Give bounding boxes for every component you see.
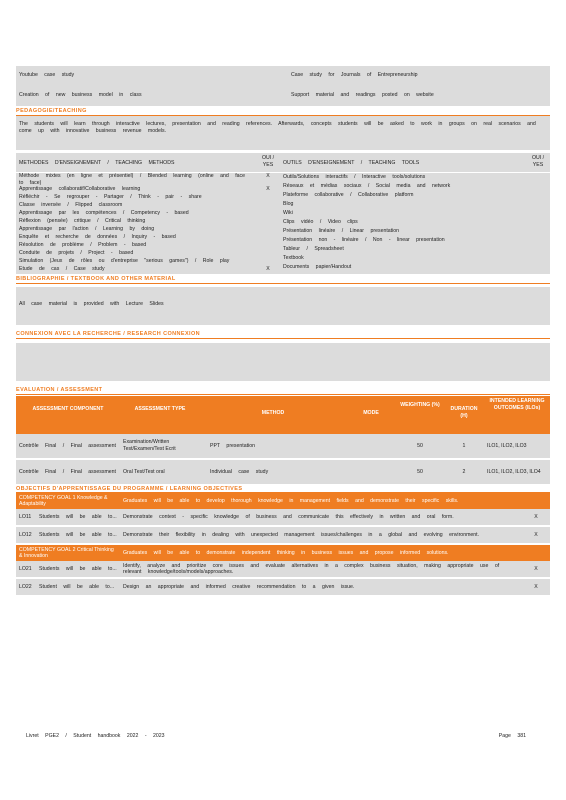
goal-text: Graduates will be able to develop thorough knowledge in management fields and demonstrate their specific skills. bbox=[123, 498, 459, 505]
lo-mark: X bbox=[534, 565, 538, 572]
activity-right-2: Support material and readings posted on website bbox=[291, 92, 434, 98]
lo-code: LO21 bbox=[19, 565, 32, 572]
footer-left: Livret PGE2 / Student handbook 2022 - 2023 bbox=[26, 733, 165, 739]
methods-list bbox=[16, 173, 280, 274]
learning-objective-row bbox=[16, 579, 550, 597]
pedagogy-text: The students will learn through interactive lectures, presentation and reading references. Afterwards, concepts students will be asked to work in groups on real scenarios and come up with innovative business revenue models. bbox=[16, 116, 550, 150]
lo-mark: X bbox=[534, 513, 538, 520]
method-row bbox=[16, 242, 280, 250]
eval-header-component: ASSESSMENT COMPONENT bbox=[32, 406, 104, 413]
tool-label: Réseaux et médias sociaux / Social media and network bbox=[283, 183, 451, 189]
tool-mark bbox=[526, 182, 550, 191]
lo-text: Identify, analyze and prioritize core issues and evaluate alternatives in a complex business situation, making appropriate use of relevant knowledge/tools/models/approaches. bbox=[123, 563, 500, 576]
method-label: Apprentissage par l'action / Learning by doing bbox=[19, 226, 155, 233]
tool-label: Outils/Solutions interactifs / Interactive tools/solutions bbox=[283, 174, 426, 180]
tool-mark bbox=[526, 227, 550, 236]
objectives-title: OBJECTIFS D'APPRENTISSAGE DU PROGRAMME / LEARNING OBJECTIVES bbox=[16, 486, 550, 493]
lo-mark: X bbox=[534, 531, 538, 538]
lo-text: Design an appropriate and informed creative recommendation to a given issue. bbox=[123, 584, 355, 591]
goal-label: COMPETENCY GOAL 2 Critical Thinking & Innovation bbox=[19, 547, 114, 560]
learning-objective-row bbox=[16, 561, 550, 579]
lo-label: Students will be able to... bbox=[39, 565, 117, 572]
footer-page-number: Page 381 bbox=[498, 733, 526, 739]
eval-header-ilos: INTENDED LEARNING OUTCOMES (ILOs) bbox=[489, 398, 545, 412]
eval-component: Contrôle Final / Final assessment bbox=[19, 442, 116, 449]
method-row bbox=[16, 226, 280, 234]
methods-oui-header: OUI / YES bbox=[261, 155, 275, 168]
tool-label: Blog bbox=[283, 201, 294, 207]
lo-text: Demonstrate context - specific knowledge of business and communicate this effectively in written and oral form. bbox=[123, 514, 454, 521]
method-label: Apprentissage collaboratif/Collaborative learning bbox=[19, 186, 141, 193]
competency-goal-row bbox=[16, 545, 550, 561]
lo-label: Student will be able to... bbox=[39, 583, 115, 590]
method-mark bbox=[256, 202, 280, 210]
lo-label: Students will be able to... bbox=[39, 513, 117, 520]
tool-label: Textbook bbox=[283, 255, 304, 261]
eval-header-duration: DURATION (H) bbox=[450, 406, 478, 420]
method-row bbox=[16, 266, 280, 274]
lo-code: LO11 bbox=[19, 513, 32, 520]
pedagogy-title: PEDAGOGIE/TEACHING bbox=[16, 106, 550, 116]
method-row bbox=[16, 250, 280, 258]
method-mark: X bbox=[266, 173, 270, 179]
eval-ilos: ILO1, ILO2, ILO3 bbox=[487, 442, 527, 449]
method-label: Réflexion (pensée) critique / Critical thinking bbox=[19, 218, 146, 225]
method-label: Résolution de problème / Problem - based bbox=[19, 242, 147, 249]
learning-objective-row bbox=[16, 527, 550, 545]
method-row bbox=[16, 234, 280, 242]
eval-header-type: ASSESSMENT TYPE bbox=[134, 406, 186, 413]
tool-row bbox=[280, 200, 550, 209]
method-label: Apprentissage par les compétences / Competency - based bbox=[19, 210, 189, 217]
eval-duration: 2 bbox=[462, 468, 466, 475]
method-row bbox=[16, 186, 280, 194]
tool-mark bbox=[526, 191, 550, 200]
research-title: CONNEXION AVEC LA RECHERCHE / RESEARCH CONNEXION bbox=[16, 329, 550, 339]
method-mark bbox=[256, 218, 280, 226]
tool-label: Wiki bbox=[283, 210, 293, 216]
tool-row bbox=[280, 245, 550, 254]
methods-block bbox=[16, 153, 550, 274]
tool-label: Plateforme collaborative / Collaborative platform bbox=[283, 192, 414, 198]
eval-duration: 1 bbox=[462, 442, 466, 449]
method-label: Classe inversée / Flipped classroom bbox=[19, 202, 123, 209]
method-label: Conduite de projets / Project - based bbox=[19, 250, 134, 257]
lo-code: LO12 bbox=[19, 531, 32, 538]
tool-label: Présentation non - linéaire / Non - linear presentation bbox=[283, 237, 445, 243]
eval-weight: 50 bbox=[417, 468, 423, 475]
handbook-page bbox=[16, 66, 550, 597]
tool-label: Présentation linéaire / Linear presentation bbox=[283, 228, 400, 234]
eval-mode bbox=[346, 470, 396, 474]
activities-block bbox=[16, 66, 550, 106]
method-label: Réfléchir - Se regrouper - Partager / Think - pair - share bbox=[19, 194, 202, 201]
method-mark: X bbox=[266, 186, 270, 193]
eval-mode bbox=[346, 444, 396, 448]
evaluation-row bbox=[16, 434, 550, 460]
tool-row bbox=[280, 191, 550, 200]
method-row bbox=[16, 202, 280, 210]
tool-mark bbox=[526, 254, 550, 263]
tool-row bbox=[280, 173, 550, 182]
method-row bbox=[16, 173, 280, 186]
page-footer bbox=[26, 733, 526, 739]
eval-type: Oral Test/Test oral bbox=[123, 468, 165, 475]
tool-row bbox=[280, 254, 550, 263]
method-mark bbox=[256, 242, 280, 250]
goal-label: COMPETENCY GOAL 1 Knowledge & Adaptability bbox=[19, 495, 108, 508]
objectives-block bbox=[16, 493, 550, 597]
tool-mark bbox=[526, 245, 550, 254]
evaluation-header-row bbox=[16, 396, 550, 434]
method-mark bbox=[256, 210, 280, 218]
method-row bbox=[16, 194, 280, 202]
research-text bbox=[16, 343, 550, 381]
lo-code: LO22 bbox=[19, 583, 32, 590]
eval-header-weighting: WEIGHTING (%) bbox=[400, 402, 440, 409]
bibliography-text: All case material is provided with Lecture Slides bbox=[16, 287, 550, 325]
lo-mark: X bbox=[534, 583, 538, 590]
tool-mark bbox=[526, 263, 550, 272]
tool-row bbox=[280, 182, 550, 191]
tool-label: Clips vidéo / Video clips bbox=[283, 219, 358, 225]
tool-mark bbox=[526, 218, 550, 227]
lo-text: Demonstrate their flexibility in dealing with unexpected management issues/challenges in a global and evolving environment. bbox=[123, 532, 480, 539]
lo-label: Students will be able to... bbox=[39, 531, 117, 538]
method-label: Méthode mixtes (en ligne et présentiel) / Blended learning (online and face to face) bbox=[19, 173, 246, 186]
eval-header-mode: MODE bbox=[363, 410, 379, 417]
method-mark: X bbox=[266, 266, 270, 273]
method-label: Etude de cas / Case study bbox=[19, 266, 105, 273]
tool-row bbox=[280, 218, 550, 227]
tools-oui-header: OUI / YES bbox=[531, 155, 545, 168]
tools-list bbox=[280, 173, 550, 274]
tool-mark bbox=[526, 173, 550, 182]
method-mark bbox=[256, 194, 280, 202]
method-row bbox=[16, 258, 280, 266]
method-mark bbox=[256, 234, 280, 242]
tool-label: Tableur / Spreadsheet bbox=[283, 246, 344, 252]
learning-objective-row bbox=[16, 509, 550, 527]
evaluation-rows bbox=[16, 434, 550, 486]
tool-mark bbox=[526, 236, 550, 245]
eval-header-method: METHOD bbox=[261, 410, 285, 417]
eval-ilos: ILO1, ILO2, ILO3, ILO4 bbox=[487, 468, 541, 475]
method-mark bbox=[256, 258, 280, 266]
methods-header: METHODES D'ENSEIGNEMENT / TEACHING METHODS bbox=[19, 160, 175, 166]
eval-weight: 50 bbox=[417, 442, 423, 449]
method-label: Simulation (Jeux de rôles ou d'entreprise "serious games") / Role play bbox=[19, 258, 230, 265]
activity-left-2: Creation of new business model in class bbox=[19, 92, 142, 98]
method-mark bbox=[256, 250, 280, 258]
method-row bbox=[16, 210, 280, 218]
tool-row bbox=[280, 227, 550, 236]
bibliography-title: BIBLIOGRAPHIE / TEXTBOOK AND OTHER MATERIAL bbox=[16, 274, 550, 284]
tool-label: Documents papier/Handout bbox=[283, 264, 352, 270]
method-label: Enquête et recherche de données / Inquiry - based bbox=[19, 234, 176, 241]
evaluation-row bbox=[16, 460, 550, 486]
evaluation-title: EVALUATION / ASSESSMENT bbox=[16, 385, 550, 395]
tool-row bbox=[280, 263, 550, 272]
activity-right-1: Case study for Journals of Entrepreneurship bbox=[291, 72, 418, 78]
eval-method: PPT presentation bbox=[210, 442, 255, 449]
tool-mark bbox=[526, 209, 550, 218]
eval-type: Examination/Written Test/Examen/Test Ecrit bbox=[123, 439, 176, 453]
tool-row bbox=[280, 209, 550, 218]
eval-method: Individual case study bbox=[210, 468, 269, 475]
tool-mark bbox=[526, 200, 550, 209]
method-mark bbox=[256, 226, 280, 234]
method-row bbox=[16, 218, 280, 226]
eval-component: Contrôle Final / Final assessment bbox=[19, 468, 116, 475]
goal-text: Graduates will be able to demonstrate independent thinking in business issues and propose informed solutions. bbox=[123, 550, 449, 557]
tool-row bbox=[280, 236, 550, 245]
tools-header: OUTILS D'ENSEIGNEMENT / TEACHING TOOLS bbox=[283, 160, 420, 166]
competency-goal-row bbox=[16, 493, 550, 509]
activity-left-1: Youtube case study bbox=[19, 72, 75, 78]
